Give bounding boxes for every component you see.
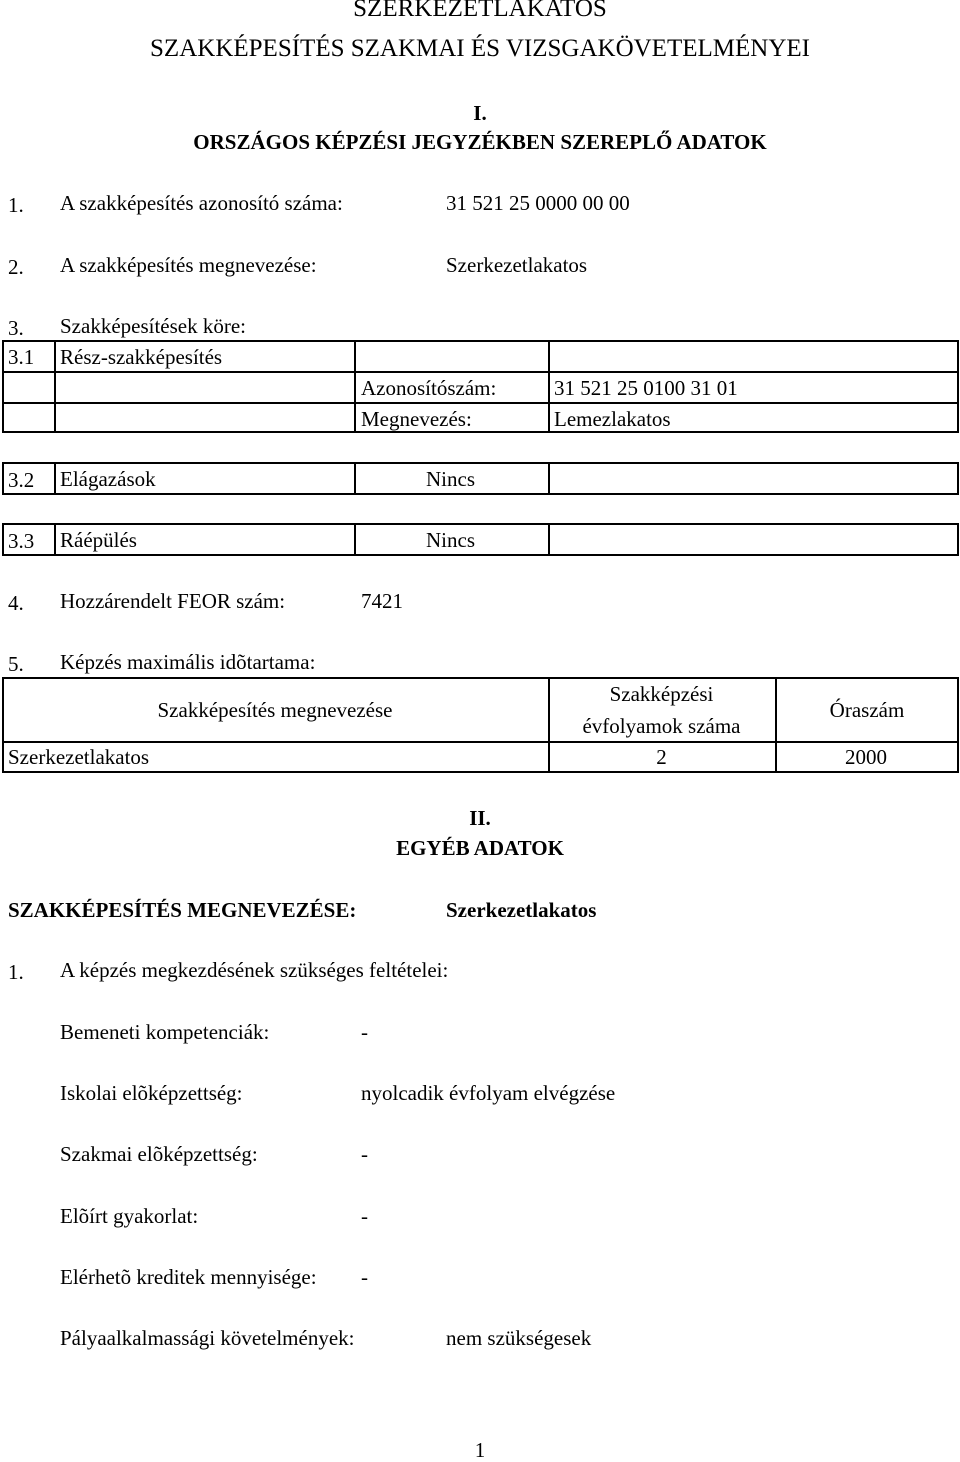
item-3-2-label: Elágazások [60, 467, 156, 491]
table-divider [775, 677, 777, 773]
item-1-label: A szakképesítés azonosító száma: [60, 191, 343, 215]
item-2-number: 2. [8, 255, 24, 279]
item-3-2-number: 3.2 [8, 468, 35, 492]
section-2-number: II. [469, 806, 491, 830]
qualification-name-label: SZAKKÉPESÍTÉS MEGNEVEZÉSE: [8, 898, 357, 922]
section-1-title: ORSZÁGOS KÉPZÉSI JEGYZÉKBEN SZEREPLŐ ADATOK [193, 130, 767, 154]
item-2-value: Szerkezetlakatos [446, 253, 588, 277]
table-divider [354, 462, 356, 495]
document-title: SZERKEZETLAKATOS [353, 0, 607, 22]
partial-name-label: Megnevezés: [361, 407, 472, 431]
condition-value: - [361, 1020, 368, 1044]
item-3-1-number: 3.1 [8, 345, 35, 369]
item-1-number: 1. [8, 193, 24, 217]
duration-header-years-line1: Szakképzési [609, 682, 714, 706]
condition-value: - [361, 1142, 368, 1166]
condition-value: nyolcadik évfolyam elvégzése [361, 1081, 616, 1105]
duration-header-years-line2: évfolyamok száma [582, 714, 741, 738]
duration-header-name: Szakképesítés megnevezése [157, 698, 393, 722]
section-1-number: I. [473, 101, 487, 125]
table-divider [354, 340, 356, 433]
extensions-table [2, 523, 959, 556]
partial-name-value: Lemezlakatos [554, 407, 671, 431]
table-divider [2, 741, 959, 743]
partial-id-label: Azonosítószám: [361, 376, 497, 400]
table-divider [548, 462, 550, 495]
conditions-title: A képzés megkezdésének szükséges feltételei: [60, 958, 449, 982]
condition-value: - [361, 1265, 368, 1289]
qualification-name-value: Szerkezetlakatos [446, 898, 597, 922]
item-4-value: 7421 [361, 589, 403, 613]
page-number: 1 [474, 1438, 486, 1462]
partial-id-value: 31 521 25 0100 31 01 [554, 376, 738, 400]
item-3-number: 3. [8, 316, 24, 340]
condition-value: - [361, 1204, 368, 1228]
table-divider [54, 340, 56, 433]
table-divider [54, 462, 56, 495]
item-5-number: 5. [8, 652, 24, 676]
item-3-2-value: Nincs [426, 467, 475, 491]
table-divider [2, 402, 959, 404]
condition-label: Szakmai elõképzettség: [60, 1142, 258, 1166]
table-divider [548, 523, 550, 556]
item-3-label: Szakképesítések köre: [60, 314, 247, 338]
item-4-label: Hozzárendelt FEOR szám: [60, 589, 286, 613]
item-3-1-label: Rész-szakképesítés [60, 345, 223, 369]
table-divider [2, 371, 959, 373]
condition-label: Iskolai elõképzettség: [60, 1081, 243, 1105]
condition-label: Pályaalkalmassági követelmények: [60, 1326, 355, 1350]
duration-row-hours: 2000 [845, 745, 887, 769]
table-divider [548, 340, 550, 433]
duration-row-name: Szerkezetlakatos [8, 745, 150, 769]
document-subtitle: SZAKKÉPESÍTÉS SZAKMAI ÉS VIZSGAKÖVETELMÉNYEI [150, 35, 810, 62]
condition-label: Bemeneti kompetenciák: [60, 1020, 270, 1044]
duration-header-hours: Óraszám [829, 698, 905, 722]
condition-label: Elérhetõ kreditek mennyisége: [60, 1265, 317, 1289]
section-2-title: EGYÉB ADATOK [396, 836, 564, 860]
item-1-value: 31 521 25 0000 00 00 [446, 191, 630, 215]
condition-value: nem szükségesek [446, 1326, 592, 1350]
item-4-number: 4. [8, 591, 24, 615]
item-3-3-label: Ráépülés [60, 528, 137, 552]
item-5-label: Képzés maximális idõtartama: [60, 650, 316, 674]
item-2-label: A szakképesítés megnevezése: [60, 253, 317, 277]
condition-label: Elõírt gyakorlat: [60, 1204, 199, 1228]
item-3-3-value: Nincs [426, 528, 475, 552]
conditions-number: 1. [8, 960, 24, 984]
duration-row-years: 2 [656, 745, 667, 769]
item-3-3-number: 3.3 [8, 529, 35, 553]
table-divider [354, 523, 356, 556]
table-divider [54, 523, 56, 556]
